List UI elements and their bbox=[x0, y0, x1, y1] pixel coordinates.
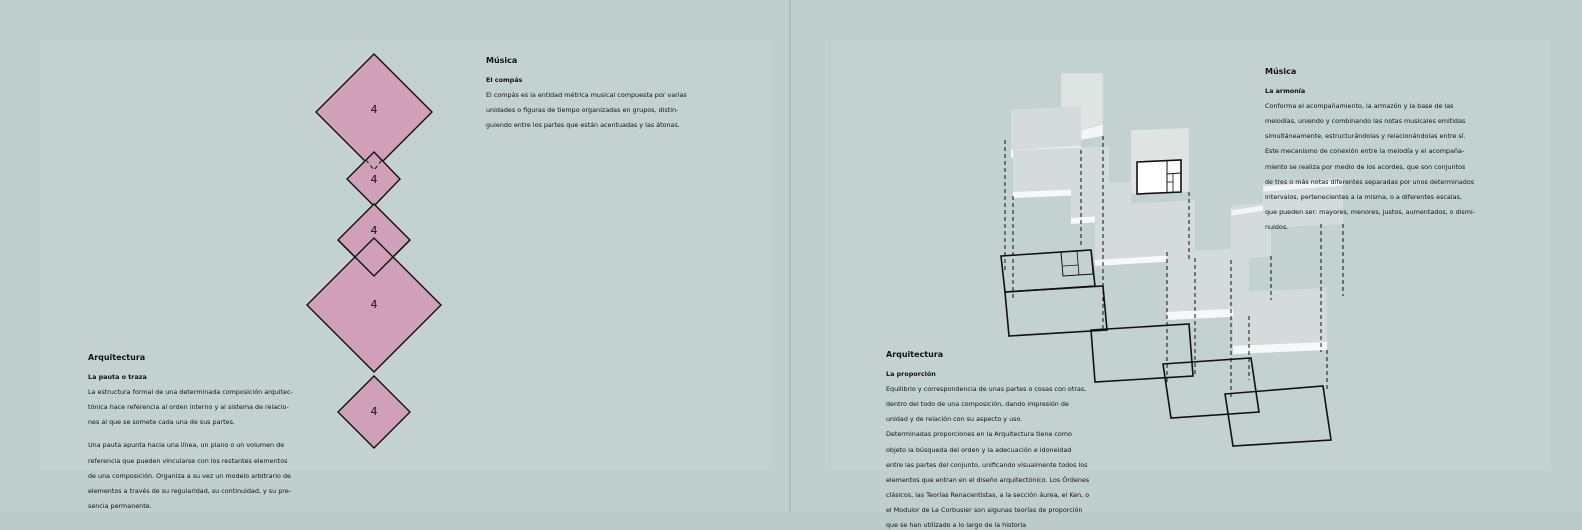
architecture-proporcion-block bbox=[886, 351, 1116, 530]
music-compas-block bbox=[486, 57, 746, 130]
small-box bbox=[1067, 153, 1107, 182]
armonia-text bbox=[1265, 95, 1495, 232]
armonia-line-4: Este mecanismo de conexión entre la melodía y el acompaña- bbox=[1265, 147, 1465, 156]
diamond-label-1: 4 bbox=[370, 103, 378, 116]
proporcion-line-9: el Modulor de Le Corbusier son algunas teorías de proporción bbox=[886, 506, 1083, 515]
right-architecture-heading: Arquitectura bbox=[886, 350, 944, 359]
armonia-line-1: Conforma el acompañamiento, la armazón y la base de las bbox=[1265, 101, 1454, 110]
proporcion-line-10: que se han utilizado a lo largo de la historia bbox=[886, 521, 1027, 530]
proporcion-line-1: Equilibrio y correspondencia de unas partes o cosas con otras, bbox=[886, 384, 1087, 393]
right-page bbox=[791, 0, 1582, 530]
pauta-p2-line-2: referencia que pueden vincularse con los restantes elementos bbox=[88, 456, 288, 465]
armonia-line-8: que pueden ser: mayores, menores, justos, aumentados, o dismi- bbox=[1265, 208, 1476, 217]
proporcion-line-2: dentro del todo de una composición, dando impresión de bbox=[886, 399, 1069, 408]
proporcion-line-8: clásicos, las Teorías Renacentistas, a la sección áurea, el Ken, o bbox=[886, 491, 1090, 500]
right-music-heading: Música bbox=[1265, 67, 1297, 76]
pauta-p1-line-2: tónica hace referencia al orden interno y al sistema de relacio- bbox=[88, 402, 289, 411]
diamond-label-3: 4 bbox=[370, 224, 378, 237]
compas-line-3: guiendo entre los partes que están acentuadas y las átonas. bbox=[486, 121, 680, 130]
plan-5 bbox=[1225, 386, 1331, 446]
pauta-p2-line-5: sencia permanente. bbox=[88, 502, 152, 511]
plan-1 bbox=[1001, 250, 1095, 292]
pauta-p2-line-1: Una pauta apunta hacia una línea, un plano o un volumen de bbox=[88, 441, 285, 450]
proporcion-line-3: unidad y de relación con su aspecto y uso. bbox=[886, 415, 1023, 424]
compas-subheading: El compás bbox=[486, 75, 523, 84]
diamond-label-2: 4 bbox=[370, 173, 378, 186]
music-heading: Música bbox=[486, 56, 518, 65]
music-armonia-block bbox=[1265, 68, 1495, 232]
proporcion-line-7: elementos que entran en el diseño arquitectónico. Los Órdenes bbox=[886, 475, 1090, 484]
pauta-subheading: La pauta o traza bbox=[88, 372, 147, 381]
diamond-label-4: 4 bbox=[370, 298, 378, 311]
plan-2 bbox=[1005, 286, 1107, 336]
proporcion-line-5: objeto la búsqueda del orden y la adecuación e idoneidad bbox=[886, 445, 1072, 454]
armonia-line-2: melodías, uniendo y combinando las notas musicales emitidas bbox=[1265, 116, 1466, 125]
compas-text bbox=[486, 84, 746, 130]
proporcion-text bbox=[886, 378, 1116, 530]
pauta-p2-line-3: de una composición. Organiza a su vez un modelo arbitrario de bbox=[88, 471, 291, 480]
architecture-pauta-block bbox=[88, 354, 318, 511]
diamond-label-5: 4 bbox=[370, 405, 378, 418]
pauta-paragraph-2 bbox=[88, 435, 318, 511]
armonia-line-3: simultáneamente, estructurándolas y relacionándolas entre sí. bbox=[1265, 132, 1466, 141]
proporcion-line-4: Determinadas proporciones en la Arquitectura tiene como bbox=[886, 430, 1072, 439]
pauta-p1-line-3: nes al que se somete cada una de sus partes. bbox=[88, 418, 235, 427]
pauta-p1-line-1: La estructura formal de una determinada composición arquitec- bbox=[88, 387, 293, 396]
golden-rectangle bbox=[1137, 160, 1181, 194]
architecture-heading: Arquitectura bbox=[88, 353, 146, 362]
compas-line-2: unidades o figuras de tiempo organizadas en grupos, distin- bbox=[486, 105, 679, 114]
compas-line-1: El compás es la entidad métrica musical compuesta por varias bbox=[486, 90, 687, 99]
slab-5 bbox=[1233, 288, 1327, 350]
pauta-p2-line-4: elementos a través de su regularidad, su continuidad, y su pre- bbox=[88, 486, 291, 495]
plan-4 bbox=[1163, 358, 1259, 418]
armonia-line-6: de tres o más notas diferentes separadas por unos determinados bbox=[1265, 177, 1475, 186]
armonia-line-7: intervalos, pertenecientes a la misma, o a diferentes escalas, bbox=[1265, 192, 1462, 201]
proporcion-subheading: La proporción bbox=[886, 369, 936, 378]
left-page bbox=[0, 0, 790, 512]
armonia-subheading: La armonía bbox=[1265, 86, 1306, 95]
armonia-line-9: nuidos. bbox=[1265, 223, 1289, 232]
proporcion-line-6: entre las partes del conjunto, unificando visualmente todos los bbox=[886, 460, 1088, 469]
pauta-paragraph-1 bbox=[88, 381, 318, 427]
armonia-line-5: miento se realiza por medio de los acordes, que son conjuntos bbox=[1265, 162, 1466, 171]
